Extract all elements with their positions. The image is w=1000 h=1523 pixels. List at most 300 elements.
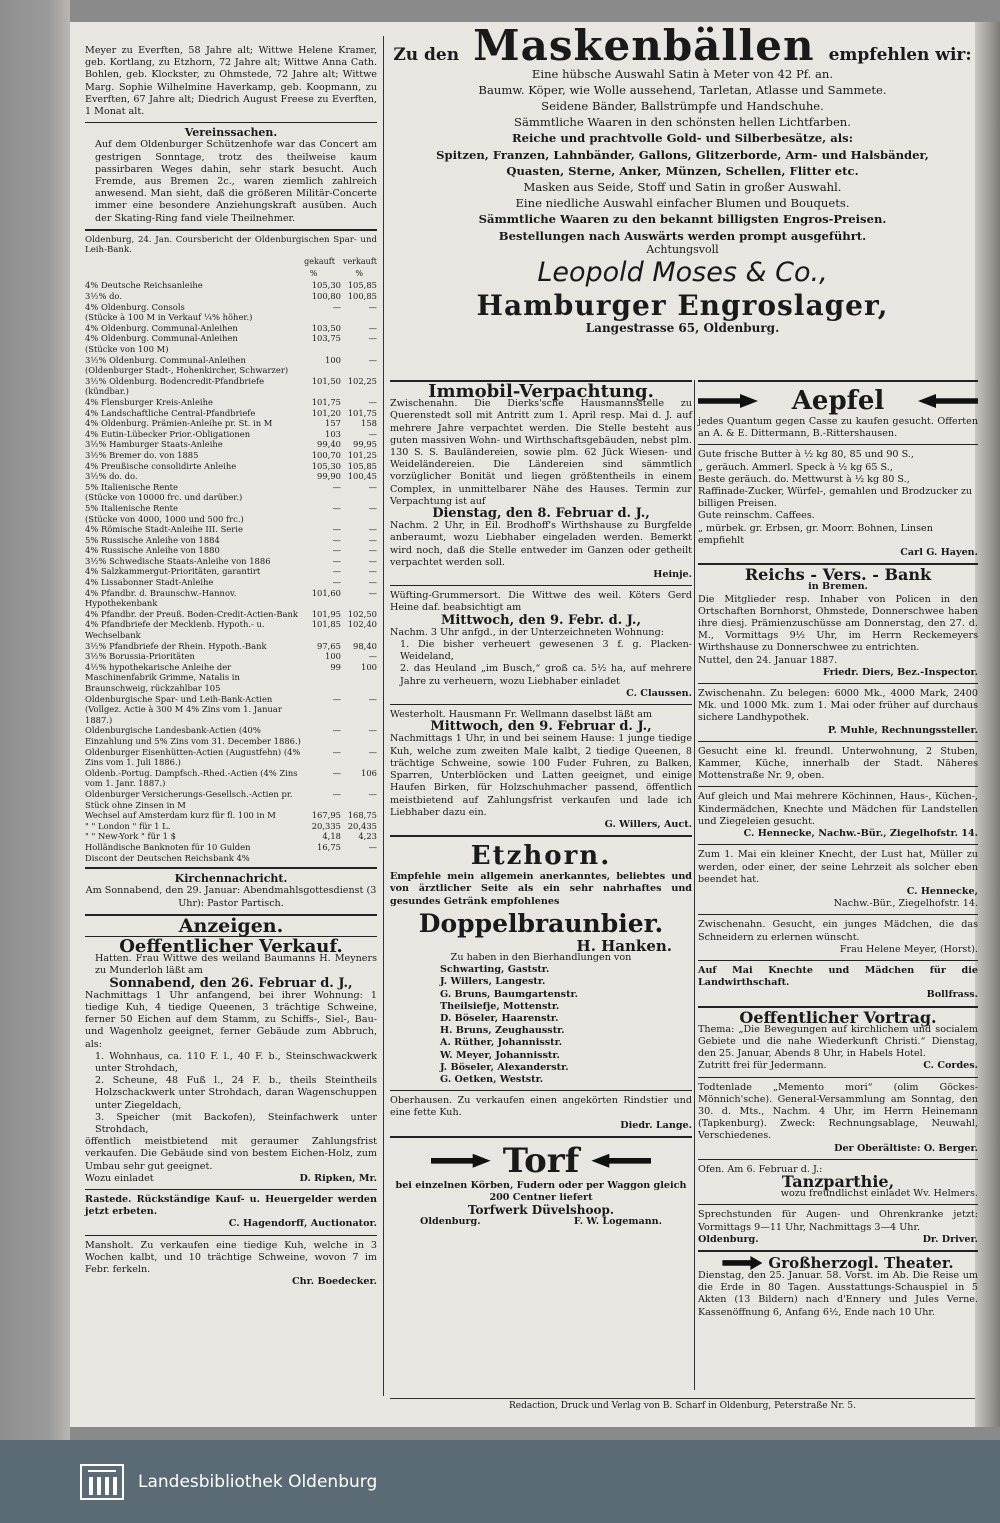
etzhorn-text: Empfehle mein allgemein anerkanntes, beliebtes und von ärztlicher Seite als ein sehr nahrhaftes und gesundes Getränk empfohlenes [390, 871, 692, 907]
course-sell: — [368, 322, 377, 333]
course-buy: 101,50 [311, 375, 341, 386]
immobil-sign: Heinje. [653, 569, 692, 581]
mansholt-notice: Mansholt. Zu verkaufen eine tiedige Kuh, welche in 3 Wochen kalbt, und 10 trächtige Schweine, wovon 7 im Febr. ferkeln. [85, 1239, 377, 1275]
course-name: (kündbar.) [85, 386, 129, 397]
course-name: " " New-York " für 1 $ [85, 831, 176, 842]
ofen-sign: wozu freundlichst einladet Wv. Helmers. [780, 1188, 978, 1200]
verkauf-title: Oeffentlicher Verkauf. [119, 935, 343, 957]
course-sell: — [368, 725, 377, 736]
course-sell [341, 386, 377, 397]
aepfel-text: jedes Quantum gegen Casse zu kaufen gesucht. Offerten an A. & E. Dittermann, B.-Rittershausen. [698, 416, 978, 440]
right-column [698, 380, 978, 1319]
masken-firm: Leopold Moses & Co., [537, 257, 828, 289]
pointing-hand-icon [722, 1256, 762, 1270]
verkauf-item: 2. Scheune, 48 Fuß l., 24 F. b., theils Steintheils Holzschackwerk unter Strohdach, daran Wagenschuppen unter Ziegeldach, [95, 1075, 377, 1111]
immobil-text: Zwischenahn. Die Dierks'sche Hausmannsstelle zu Querenstedt soll mit Antritt zum 1. April resp. Mai d. J. auf mehrere Jahre verpachtet werden. Die Stelle besteht aus guten massiven Wohn- und Wirthschaftsgebäuden, nebst plm. 130 S. S. Bauländereien, sowie plm. 62 Jück Wiesen- und Weideländereien. Die Ländereien sind sämmtlich vorzüglicher Bonität und liegen größtentheils in einem Complex, in unmittelbarer Nähe des Hauses. Termin zur Verpachtung ist auf [390, 398, 692, 507]
course-buy: — [332, 566, 341, 577]
course-buy: — [332, 788, 341, 799]
course-sell: — [368, 545, 377, 556]
vereins-title: Vereinssachen. [184, 126, 278, 140]
column-rule [694, 380, 695, 1390]
masken-headline [390, 21, 975, 70]
course-row [85, 355, 377, 366]
course-buy: — [332, 502, 341, 513]
verkauf-text1: Hatten. Frau Wittwe des weiland Baumanns H. Meyners zu Munderloh läßt am [95, 953, 377, 977]
course-sell: — [368, 428, 377, 439]
course-buy: 167,95 [311, 810, 341, 821]
course-name: 3½% Oldenburg. Bodencredit-Pfandbriefe [85, 375, 265, 386]
course-row [85, 789, 377, 810]
course-name: 3½% Schwedische Staats-Anleihe von 1886 [85, 555, 271, 566]
vortrag-text: Thema: „Die Bewegungen auf kirchlichem und socialem Gebiete und die nahe Wiederkunft Christi.“ Dienstag, den 25. Januar, Abends 8 Uhr, in Habels Hotel. [698, 1023, 978, 1060]
course-name: 4% Landschaftliche Central-Pfandbriefe [85, 407, 256, 418]
column-rule [383, 36, 384, 1396]
course-row [85, 853, 377, 864]
verkauf-item: 3. Speicher (mit Backofen), Steinfachwerk unter Strohdach, [95, 1111, 377, 1135]
course-name: 4% Römische Stadt-Anleihe III. Serie [85, 524, 243, 535]
hayen-sign: Carl G. Hayen. [900, 547, 978, 559]
course-sell: — [368, 534, 377, 545]
course-table [85, 280, 377, 863]
course-name: Holländische Banknoten für 10 Gulden [85, 841, 251, 852]
footer-label[interactable]: Landesbibliothek Oldenburg [138, 1472, 378, 1492]
course-buy: — [332, 534, 341, 545]
course-row [85, 810, 377, 821]
bier-dealer: G. Oetken, Weststr. [440, 1073, 544, 1085]
course-buy: — [332, 524, 341, 535]
course-row [85, 577, 377, 588]
wuefting-sign: C. Claussen. [626, 687, 692, 699]
torf-text: bei einzelnen Körben, Fudern oder per Waggon gleich 200 Centner liefert [395, 1179, 687, 1203]
oberhausen-text: Oberhausen. Zu verkaufen einen angekörten Rindstier und eine fette Kuh. [390, 1095, 692, 1119]
pointing-hand-icon [431, 1154, 491, 1168]
vortrag-text2: Zutritt frei für Jedermann. [698, 1060, 827, 1072]
course-buy: — [332, 725, 341, 736]
verkauf-text3: öffentlich meistbietend mit geraumer Zahlungsfrist verkaufen. Die Gebäude sind von bestem Eichen-Holz, zum Umbau sehr gut geeignet. [85, 1136, 377, 1172]
course-sell: 20,435 [347, 820, 377, 831]
course-name: 4% Eutin-Lübecker Prior.-Obligationen [85, 428, 251, 439]
torf-sign-l: Oldenburg. [420, 1216, 481, 1228]
course-sell: — [368, 396, 377, 407]
course-row [85, 429, 377, 440]
course-unit-sell: % [355, 269, 363, 279]
course-sell: 102,40 [347, 619, 377, 630]
course-name: 3½% do. do. [85, 471, 138, 482]
westerholt-date: Mittwoch, den 9. Februar d. J., [430, 719, 652, 735]
course-col-buy: gekauft [304, 257, 335, 267]
course-sell [341, 312, 377, 323]
course-row [85, 842, 377, 853]
course-row [85, 821, 377, 832]
course-row [85, 418, 377, 429]
middle-column [390, 380, 692, 1229]
course-row [85, 524, 377, 535]
imprint: Redaction, Druck und Verlag von B. Scharf in Oldenburg, Peterstraße Nr. 5. [390, 1398, 975, 1411]
bier-sign: H. Hanken. [576, 936, 672, 955]
verkauf-item: 1. Wohnhaus, ca. 110 F. l., 40 F. b., Steinschwackwerk unter Strohdach, [95, 1050, 377, 1074]
masken-line: Eine hübsche Auswahl Satin à Meter von 42 Pf. an. [531, 66, 834, 81]
course-name: (Stücke von 4000, 1000 und 500 frc.) [85, 513, 244, 524]
immobil-date: Dienstag, den 8. Februar d. J., [432, 506, 650, 522]
masken-intro-r: empfehlen wir: [828, 45, 972, 65]
course-row [85, 514, 377, 525]
bier-title: Doppelbraunbier. [418, 908, 664, 938]
course-row [85, 408, 377, 419]
course-buy: 16,75 [317, 841, 341, 852]
course-col-sell: verkauft [342, 257, 377, 267]
kirchen-text: Am Sonnabend, den 29. Januar: Abendmahlsgottesdienst (3 Uhr): Pastor Partisch. [85, 885, 377, 909]
course-buy: — [332, 693, 341, 704]
masken-line: Bestellungen nach Auswärts werden prompt ausgeführt. [498, 228, 867, 243]
course-buy: 100 [325, 651, 341, 662]
course-buy: 101,60 [311, 587, 341, 598]
course-row [85, 312, 377, 323]
course-sell: 101,25 [347, 449, 377, 460]
course-name: 4% Oldenburg. Consols [85, 301, 185, 312]
course-row [85, 694, 377, 726]
course-row [85, 302, 377, 313]
todten-sign: Der Oberältiste: O. Berger. [834, 1142, 978, 1154]
masken-line: Sämmtliche Waaren in den schönsten hellen Lichtfarben. [514, 115, 851, 130]
course-sell: — [368, 301, 377, 312]
theater-text: Dienstag, den 25. Januar. 58. Vorst. im Ab. Die Reise um die Erde in 80 Tagen. Ausstattungs-Schauspiel in 5 Akten (13 Bildern) nach d'Ennery und Jules Verne. Kassenöffnung 6, Anfang 6½, Ende nach 10 Uhr. [698, 1269, 978, 1318]
bier-dealer: J. Böseler, Alexanderstr. [440, 1061, 569, 1073]
course-name: " " London " für 1 L. [85, 820, 171, 831]
verkauf-sign-l: Wozu einladet [85, 1172, 154, 1184]
reichs-date: Nuttel, den 24. Januar 1887. [698, 654, 838, 666]
torf-header [390, 1142, 692, 1180]
library-footer [0, 1440, 1000, 1523]
bier-dealer: Theilsiefje, Mottenstr. [440, 1000, 560, 1012]
course-name: 4% Pfandbr. der Preuß. Boden-Credit-Actien-Bank [85, 608, 299, 619]
course-buy: 103,75 [311, 333, 341, 344]
course-buy: 101,95 [311, 608, 341, 619]
course-sell: — [368, 788, 377, 799]
course-row [85, 397, 377, 408]
course-sell: — [368, 502, 377, 513]
zwischen1-text: Zwischenahn. Zu belegen: 6000 Mk., 4000 Mark, 2400 Mk. und 1000 Mk. zum 1. Mai oder früher auf durchaus sichere Landhypothek. [698, 688, 978, 724]
gesucht1-text: Gesucht eine kl. freundl. Unterwohnung, 2 Stuben, Kammer, Küche, innerhalb der Stadt. Näheres Mottenstraße Nr. 9, oben. [698, 745, 978, 782]
course-row [85, 619, 377, 640]
course-sell [341, 344, 377, 355]
course-sell: — [368, 651, 377, 662]
deaths-notice: Meyer zu Everften, 58 Jahre alt; Wittwe Helene Kramer, geb. Kortlang, zu Etzhorn, 72 Jahre alt; Wittwe Anna Cath. Bohlen, geb. Klockster, zu Ohmstede, 72 Jahre alt; Wittwe Marg. Sophie Wilhelmine Haverkamp, geb. Koopmann, zu Everften, 67 Jahre alt; Diedrich August Freese zu Everften, 1 Monat alt. [85, 45, 377, 118]
course-name: 4% Preußische consolidirte Anleihe [85, 460, 237, 471]
course-sell [341, 365, 377, 376]
course-row [85, 376, 377, 387]
masken-title: Maskenbällen [473, 21, 815, 70]
course-sell: — [368, 587, 377, 598]
theater-header [698, 1253, 978, 1272]
reichs-sign: Friedr. Diers, Bez.-Inspector. [822, 666, 978, 678]
masken-firm2: Hamburger Engroslager, [476, 289, 889, 323]
oberhausen-sign: Diedr. Lange. [620, 1119, 692, 1131]
course-buy: 103 [325, 428, 341, 439]
zwischen2-sign: Frau Helene Meyer, (Horst). [839, 943, 978, 955]
course-name: 4% Oldenburg. Prämien-Anleihe pr. St. in M [85, 418, 273, 429]
course-name: Wechsel auf Amsterdam kurz für fl. 100 in M [85, 810, 276, 821]
course-row [85, 545, 377, 556]
course-buy: 157 [325, 418, 341, 429]
course-name: 4% Salzkammergut-Prioritäten, garantirt [85, 566, 261, 577]
rastede-notice: Rastede. Rückständige Kauf- u. Heuergelder werden jetzt erbeten. [85, 1193, 377, 1218]
theater-title: Großherzogl. Theater. [768, 1253, 954, 1272]
course-name: 5% Russische Anleihe von 1884 [85, 534, 220, 545]
course-name: Oldenburgische Spar- und Leih-Bank-Actien (Vollgez. Actie à 300 M 4% Zins vom 1. Januar 1887.) [85, 693, 282, 725]
course-name: 4% Deutsche Reichsanleihe [85, 280, 203, 291]
masken-line: Masken aus Seide, Stoff und Satin in großer Auswahl. [523, 180, 842, 195]
course-sell: — [368, 746, 377, 757]
course-row [85, 556, 377, 567]
westerholt-text2: Nachmittags 1 Uhr, in und bei seinem Hause: 1 junge tiedige Kuh, welche zum zweiten Male kalbt, 2 tiedige Queenen, 8 trächtige Schweine, sowie 100 Fuder Fuhren, zu Balken, Sparren, Unterblöcken und Latten geeignet, und einige Haufen Birken, für Holzschuhmacher passend, öffentlich meistbietend auf Zahlungsfrist verkaufen und lade ich Liebhaber dazu ein. [390, 733, 692, 818]
course-buy: 101,85 [311, 619, 341, 630]
course-buy: 97,65 [317, 640, 341, 651]
course-row [85, 609, 377, 620]
pointing-hand-icon [698, 394, 758, 408]
course-sell: 105,85 [347, 460, 377, 471]
course-sell: — [368, 555, 377, 566]
hayen-line: Raffinade-Zucker, Würfel-, gemahlen und Brodzucker zu billigen Preisen. [698, 486, 973, 510]
course-name: (Stücke à 100 M in Verkauf ¼% höher.) [85, 312, 253, 323]
masken-address: Langestrasse 65, Oldenburg. [585, 321, 780, 336]
masken-respect: Achtungsvoll [646, 242, 719, 256]
torf-title: Torf [502, 1140, 580, 1181]
immobil-title: Immobil-Verpachtung. [428, 381, 654, 402]
vortrag-sign: C. Cordes. [923, 1060, 978, 1072]
vortrag-title: Oeffentlicher Vortrag. [739, 1007, 937, 1027]
course-name: 5% Italienische Rente [85, 502, 178, 513]
course-row [85, 461, 377, 472]
course-sell: 102,25 [347, 375, 377, 386]
course-name: 3½% Hamburger Staats-Anleihe [85, 439, 223, 450]
arzt-text: Sprechstunden für Augen- und Ohrenkranke jetzt: Vormittags 9—11 Uhr, Nachmittags 3—4 Uhr. [698, 1209, 978, 1233]
masken-line: Eine niedliche Auswahl einfacher Blumen und Bouquets. [515, 196, 850, 211]
gesucht2-text: Auf gleich und Mai mehrere Köchinnen, Haus-, Küchen-, Kindermädchen, Knechte und Mädchen für Landstellen und Ziegeleien gesucht. [698, 791, 978, 827]
course-sell: 100,85 [347, 291, 377, 302]
course-name: (Oldenburger Stadt-, Hohenkircher, Schwarzer) [85, 365, 289, 376]
course-buy [305, 514, 341, 525]
masken-line: Spitzen, Franzen, Lahnbänder, Gallons, Glitzerborde, Arm- und Halsbänder, [436, 147, 929, 162]
hayen-lines [698, 449, 978, 547]
zwischen2-text: Zwischenahn. Gesucht, ein junges Mädchen, die das Schneidern zu erlernen wünscht. [698, 919, 978, 943]
course-buy [305, 344, 341, 355]
course-row [85, 768, 377, 789]
masken-line: Sämmtliche Waaren zu den bekannt billigsten Engros-Preisen. [478, 212, 887, 227]
etzhorn-title: Etzhorn. [470, 841, 612, 872]
masken-lines [390, 66, 975, 244]
course-row [85, 482, 377, 493]
hayen-line: Beste geräuch. do. Mettwurst à ½ kg 80 S., [698, 473, 910, 485]
course-row [85, 747, 377, 768]
course-row [85, 323, 377, 334]
course-buy: 105,30 [311, 460, 341, 471]
masken-line: Baumw. Köper, wie Wolle aussehend, Tarletan, Atlasse und Sammete. [478, 82, 887, 97]
reichs-title: Reichs - Vers. - Bank [744, 565, 932, 585]
course-sell: — [368, 693, 377, 704]
course-sell: 101,75 [347, 407, 377, 418]
course-name: 3½% Oldenburg. Communal-Anleihen [85, 354, 246, 365]
course-name: 3½% Bremer do. von 1885 [85, 449, 199, 460]
course-sell: — [368, 333, 377, 344]
pointing-hand-icon [591, 1154, 651, 1168]
course-buy: 100,70 [311, 449, 341, 460]
arzt-sign-r: Dr. Driver. [922, 1233, 978, 1245]
course-row [85, 333, 377, 344]
kirchen-title: Kirchennachricht. [174, 872, 288, 886]
course-row [85, 291, 377, 302]
course-row [85, 725, 377, 746]
wuefting-date: Mittwoch, den 9. Febr. d. J., [441, 612, 641, 628]
masken-line: Quasten, Sterne, Anker, Münzen, Schellen, Flitter etc. [506, 163, 859, 178]
rastede-sign: C. Hagendorff, Auctionator. [228, 1218, 377, 1230]
course-sell: — [368, 566, 377, 577]
masken-line: Reiche und prachtvolle Gold- und Silberbesätze, als: [512, 131, 853, 146]
bier-dealer: D. Böseler, Haarenstr. [440, 1012, 559, 1024]
landwirth-sign: Bollfrass. [926, 989, 978, 1001]
wuefting-item: 2. das Heuland „im Busch,“ groß ca. 5½ ha, auf mehrere Jahre zu verheuern, wozu Liebhaber einladet [400, 663, 692, 687]
course-row [85, 365, 377, 376]
course-buy: 100,80 [311, 291, 341, 302]
course-row [85, 588, 377, 609]
course-name: 4% Flensburger Kreis-Anleihe [85, 396, 213, 407]
course-name: (Stücke von 10000 frc. und darüber.) [85, 492, 243, 503]
course-sell: 106 [361, 767, 377, 778]
course-sell [341, 492, 377, 503]
bier-dealer: H. Bruns, Zeughausstr. [440, 1025, 565, 1037]
course-sell: 105,85 [347, 280, 377, 291]
course-name: Discont der Deutschen Reichsbank 4% [85, 852, 250, 863]
hayen-line: Gute frische Butter à ½ kg 80, 85 und 90 S., [698, 449, 914, 461]
torf-sign-r: F. W. Logemann. [573, 1216, 662, 1228]
course-sell [341, 514, 377, 525]
reichs-text: Die Mitglieder resp. Inhaber von Policen in den Ortschaften Bornhorst, Ohmstede, Donnerschwee haben ihre diesj. Prämienzuschüsse am Donnerstag, den 27. d. M., Vormittags 9½ Uhr, im Herrn Reckemeyers Wirthshause zu Donnerschwee zu entrichten. [698, 593, 978, 654]
course-buy [305, 492, 341, 503]
todten-text: Todtenlade „Memento mori“ (olim Göckes-Mönnich'sche). General-Versammlung am Sonntag, den 30. d. Mts., Nachm. 4 Uhr, im Herrn Heinemann (Tapkenburg). Zweck: Rechnungsablage, Neuwahl, Verschiedenes. [698, 1081, 978, 1142]
bier-text: Zu haben in den Bierhandlungen von [450, 951, 632, 963]
course-row [85, 344, 377, 355]
hayen-line: Gute reinschm. Caffees. [698, 510, 815, 522]
knecht-text: Zum 1. Mai ein kleiner Knecht, der Lust hat, Müller zu werden, oder einer, der seine Lehrzeit als solcher eben beendet hat. [698, 849, 978, 885]
ofen-text: Ofen. Am 6. Februar d. J.: [698, 1163, 823, 1175]
course-row [85, 535, 377, 546]
course-unit-row [85, 268, 377, 280]
course-sell: 98,40 [353, 640, 377, 651]
bier-dealer: J. Willers, Langestr. [440, 976, 546, 988]
page-edge [975, 22, 1000, 1427]
course-row [85, 831, 377, 842]
course-name: Oldenb.-Portug. Dampfsch.-Rhed.-Actien (4% Zins vom 1. Janr. 1887.) [85, 767, 298, 789]
hayen-line: „ geräuch. Ammerl. Speck à ½ kg 65 S., [698, 461, 893, 473]
course-buy [305, 312, 341, 323]
bier-dealer: W. Meyer, Johannisstr. [440, 1049, 560, 1061]
course-name: 4% Lissabonner Stadt-Anleihe [85, 577, 214, 588]
course-name: Oldenburgische Landesbank-Actien (40% Einzahlung und 5% Zins vom 31. December 1886.) [85, 725, 301, 746]
course-buy: 99,40 [317, 439, 341, 450]
course-sell: — [368, 354, 377, 365]
course-sell: — [368, 481, 377, 492]
course-buy: — [332, 767, 341, 778]
landwirth-text: Auf Mai Knechte und Mädchen für die Landwirthschaft. [698, 964, 978, 989]
ofen-title: Tanzparthie, [781, 1171, 895, 1191]
verkauf-text2: Nachmittags 1 Uhr anfangend, bei ihrer Wohnung: 1 tiedige Kuh, 4 tiedige Queenen, 3 trächtige Schweine, ferner 50 Eichen auf dem Stamm, zu Schiffs-, Siel-, Bau- und Wagenholz geeignet, ferner Gebäude zum Abbruch, als: [85, 989, 377, 1050]
course-buy: — [332, 545, 341, 556]
course-name: 4½% hypothekarische Anleihe der Maschinenfabrik Grimme, Natalis in Braunschweig, rückzahlbar 105 [85, 661, 240, 693]
course-name: 3½% Borussia-Prioritäten [85, 651, 195, 662]
gesucht2-sign: C. Hennecke, Nachw.-Bür., Ziegelhofstr. 14. [743, 828, 978, 840]
course-sell: 99,95 [353, 439, 377, 450]
course-buy [305, 386, 341, 397]
library-logo-icon [80, 1464, 124, 1500]
bier-dealer: G. Bruns, Baumgartenstr. [440, 988, 579, 1000]
course-name: (Stücke von 100 M) [85, 344, 169, 354]
course-buy: 103,50 [311, 322, 341, 333]
course-row [85, 439, 377, 450]
course-buy: 99,90 [317, 471, 341, 482]
torf-firm: Torfwerk Düvelshoop. [467, 1203, 615, 1218]
masken-line: Seidene Bänder, Ballstrümpfe und Handschuhe. [541, 99, 824, 113]
course-sell: 158 [361, 418, 377, 429]
course-name: 4% Russische Anleihe von 1880 [85, 545, 220, 556]
course-name: 4% Oldenburg. Communal-Anleihen [85, 322, 238, 333]
course-buy: 99 [330, 661, 341, 672]
course-col-heads [85, 256, 377, 268]
course-name: 3½% do. [85, 291, 122, 302]
pointing-hand-icon [918, 394, 978, 408]
verkauf-date: Sonnabend, den 26. Februar d. J., [109, 975, 353, 991]
course-buy: 101,20 [311, 407, 341, 418]
arzt-sign-l: Oldenburg. [698, 1233, 759, 1245]
course-buy: — [332, 555, 341, 566]
course-buy: — [332, 481, 341, 492]
aepfel-title: Aepfel [791, 386, 885, 416]
course-buy: — [332, 301, 341, 312]
course-buy: 101,75 [311, 396, 341, 407]
zwischen1-sign: P. Muhle, Rechnungssteller. [827, 724, 978, 736]
course-sell [341, 853, 377, 864]
course-row [85, 386, 377, 397]
course-sell: 102,50 [347, 608, 377, 619]
bier-list [390, 964, 692, 1086]
course-row [85, 641, 377, 652]
course-name: 5% Italienische Rente [85, 481, 178, 492]
course-name: 4% Oldenburg. Communal-Anleihen [85, 333, 238, 344]
westerholt-sign: G. Willers, Auct. [604, 818, 692, 830]
course-row [85, 651, 377, 662]
course-row [85, 662, 377, 694]
course-buy: 100 [325, 354, 341, 365]
course-buy: 105,30 [311, 280, 341, 291]
course-sell: — [368, 841, 377, 852]
course-sell: 100,45 [347, 471, 377, 482]
hayen-line: „ mürbek. gr. Erbsen, gr. Moorr. Bohnen, Linsen empfiehlt [698, 522, 933, 546]
course-sell: — [368, 577, 377, 588]
vereins-text: Auf dem Oldenburger Schützenhofe war das Concert am gestrigen Sonntage, trotz des theilweise kaum passirbaren Weges dahin, sehr stark besucht. Auch Fremde, aus Bremen 2c., waren ziemlich zahlreich anwesend. Man sieht, daß die größeren Militär-Concerte immer eine besondere Anziehungskraft ausüben. Auch der Skating-Ring fand viele Theilnehmer. [95, 139, 377, 224]
course-row [85, 503, 377, 514]
course-unit-buy: % [309, 269, 318, 279]
wuefting-text2: Nachm. 3 Uhr anfgd., in der Unterzeichneten Wohnung: [390, 626, 664, 638]
westerholt-text: Westerholt. Hausmann Fr. Wellmann daselbst läßt am [390, 709, 653, 721]
course-sell: — [368, 524, 377, 535]
course-buy: — [332, 577, 341, 588]
wuefting-text: Wüfting-Grummersort. Die Wittwe des weil. Köters Gerd Heine daf. beabsichtigt am [390, 590, 692, 614]
course-buy: 4,18 [322, 831, 341, 842]
course-name: 4% Pfandbriefe der Mecklenb. Hypoth.- u. Wechselbank [85, 619, 265, 641]
page-gutter [0, 0, 70, 1440]
course-buy [305, 365, 341, 376]
course-name: 4% Pfandbr. d. Braunschw.-Hannov. Hypothekenbank [85, 587, 237, 609]
wuefting-item: 1. Die bisher verheuert gewesenen 3 f. g. Placken-Weideland, [400, 639, 692, 663]
course-header: Oldenburg, 24. Jan. Coursbericht der Oldenburgischen Spar- und Leih-Bank. [85, 234, 377, 256]
